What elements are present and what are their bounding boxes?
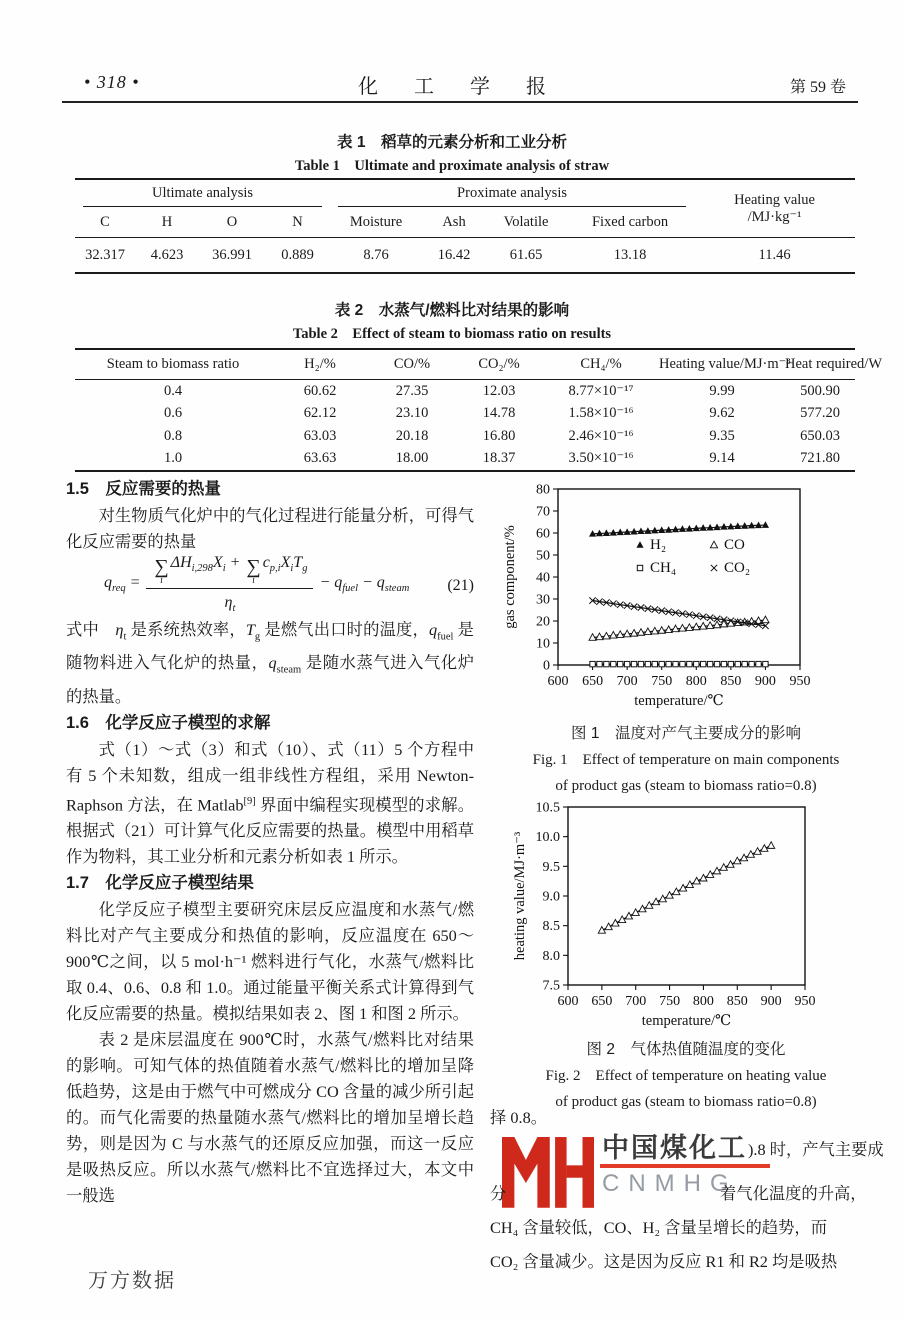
svg-text:800: 800 bbox=[692, 994, 714, 1009]
table2-header-row: Steam to biomass ratio H₂/% CO/% CO₂/% CH₄/% Heating value/MJ·m⁻³ Heat required/W bbox=[75, 349, 855, 380]
page-number: • 318 • bbox=[84, 72, 140, 92]
svg-text:900: 900 bbox=[754, 674, 776, 689]
table2-row: 1.0 63.63 18.00 18.37 3.50×10⁻¹⁶ 9.14 721.80 bbox=[163, 450, 840, 467]
equation-numerator: ∑ i $\Delta H_{i,298}X_i$ + ∑ i $c_{p,i}X_iT_g$ bbox=[154, 553, 308, 586]
svg-text:850: 850 bbox=[726, 994, 748, 1009]
figure1-caption-en2: of product gas (steam to biomass ratio=0.8) bbox=[555, 778, 817, 794]
svg-text:40: 40 bbox=[536, 570, 550, 586]
svg-text:800: 800 bbox=[685, 674, 707, 689]
text-line: 着气化温度的升高， bbox=[720, 1184, 867, 1203]
svg-text:70: 70 bbox=[536, 504, 550, 520]
watermark-text-en: CNMHG bbox=[602, 1170, 738, 1197]
figure1-caption-en1: Fig. 1 Effect of temperature on main components bbox=[532, 752, 840, 768]
svg-text:H₂: H₂ bbox=[650, 537, 667, 553]
table1-data-row: 32.317 4.623 36.991 0.889 8.76 16.42 61.65 13.18 11.46 bbox=[85, 246, 791, 263]
figure1-caption-zh: 图 1 温度对产气主要成分的影响 bbox=[571, 725, 801, 742]
watermark-text-zh: 中国煤化工 bbox=[602, 1133, 747, 1163]
svg-text:900: 900 bbox=[760, 994, 782, 1009]
table2-row: 0.6 62.12 23.10 14.78 1.58×10⁻¹⁶ 9.62 577.20 bbox=[163, 405, 840, 422]
left-column bbox=[66, 476, 474, 1209]
equation-fraction bbox=[146, 550, 313, 622]
table2-row: 0.8 63.03 20.18 16.80 2.46×10⁻¹⁶ 9.35 650.03 bbox=[163, 427, 840, 444]
table2-title-zh: 表 2 水蒸气/燃料比对结果的影响 bbox=[334, 302, 570, 319]
svg-text:gas component/%: gas component/% bbox=[502, 525, 518, 629]
table2 bbox=[75, 348, 883, 472]
text-line: ).8 时，产气主要成 bbox=[748, 1140, 884, 1159]
svg-text:heating value/MJ·m⁻³: heating value/MJ·m⁻³ bbox=[512, 831, 528, 961]
watermark-underline bbox=[600, 1164, 770, 1168]
figure2-caption-zh: 图 2 气体热值随温度的变化 bbox=[586, 1041, 786, 1058]
svg-text:temperature/℃: temperature/℃ bbox=[634, 693, 724, 709]
svg-text:8.0: 8.0 bbox=[542, 948, 560, 964]
figure2-chart bbox=[490, 795, 882, 1045]
table1-group-row bbox=[75, 179, 855, 207]
table2-row: 0.4 60.62 27.35 12.03 8.77×10⁻¹⁷ 9.99 500.90 bbox=[163, 382, 840, 399]
section-1-6-paragraph: 式（1）～式（3）和式（10）、式（11）5 个方程中有 5 个未知数，组成一组非线性方程组，采用 Newton-Raphson 方法，在 Matlab[9] 界面中编程实现模型的求解。根据式（21）可计算气化反应需要的热量。模型中用稻草作为物料，其工业分析和元素分析如表 1 所示。 bbox=[66, 739, 475, 866]
text-line: 分 bbox=[490, 1184, 507, 1203]
text-line: CH₄ 含量较低，CO、H₂ 含量呈增长的趋势，而 bbox=[490, 1218, 827, 1237]
svg-text:850: 850 bbox=[720, 674, 742, 689]
svg-text:temperature/℃: temperature/℃ bbox=[641, 1013, 732, 1029]
svg-text:20: 20 bbox=[536, 614, 550, 630]
section-1-5-explanation: 式中 $\eta_t$ 是系统热效率，$T_g$ 是燃气出口时的温度，$q_{fuel}$ 是随物料进入气化炉的热量，$q_{steam}$ 是随水蒸气进入气化炉的热量。 bbox=[66, 620, 474, 706]
svg-text:CO₂: CO₂ bbox=[724, 560, 751, 576]
equation-lhs: $q_{req}$ = bbox=[104, 573, 141, 595]
svg-text:700: 700 bbox=[625, 994, 647, 1009]
equation-number: (21) bbox=[447, 577, 474, 594]
svg-text:8.5: 8.5 bbox=[542, 919, 560, 935]
table1-group-proximate: Proximate analysis bbox=[330, 179, 694, 207]
table1-title-zh: 表 1 稻草的元素分析和工业分析 bbox=[337, 134, 567, 151]
svg-text:80: 80 bbox=[536, 482, 550, 498]
svg-text:600: 600 bbox=[547, 674, 569, 689]
svg-text:750: 750 bbox=[659, 994, 681, 1009]
figure1-caption bbox=[490, 721, 882, 799]
svg-text:9.0: 9.0 bbox=[542, 889, 560, 905]
equation-denominator: $\eta_t$ bbox=[146, 588, 313, 622]
svg-text:7.5: 7.5 bbox=[542, 978, 560, 994]
equation-21 bbox=[66, 555, 474, 617]
svg-text:950: 950 bbox=[789, 674, 811, 689]
section-1-5-paragraph: 对生物质气化炉中的气化过程进行能量分析，可得气化反应需要的热量 bbox=[66, 506, 474, 551]
svg-text:600: 600 bbox=[557, 994, 579, 1009]
wanfang-data-brand: 万方数据 bbox=[88, 1270, 176, 1292]
figure2-caption-en1: Fig. 2 Effect of temperature on heating value bbox=[545, 1068, 827, 1084]
svg-text:650: 650 bbox=[591, 994, 613, 1009]
svg-text:10.0: 10.0 bbox=[535, 830, 560, 846]
svg-text:0: 0 bbox=[543, 658, 550, 674]
svg-text:750: 750 bbox=[651, 674, 673, 689]
svg-text:950: 950 bbox=[794, 994, 816, 1009]
svg-text:30: 30 bbox=[536, 592, 550, 608]
table1 bbox=[75, 178, 855, 274]
equation-tail: − $q_{fuel} - q_{steam}$ bbox=[319, 573, 410, 595]
text-line: CO₂ 含量减少。这是因为反应 R1 和 R2 均是吸热 bbox=[490, 1252, 838, 1271]
svg-text:9.5: 9.5 bbox=[542, 859, 560, 875]
bottom-right-block bbox=[490, 1104, 894, 1274]
svg-text:650: 650 bbox=[582, 674, 604, 689]
table1-heating-header: Heating value /MJ·kg⁻¹ bbox=[694, 179, 855, 238]
section-1-6-title: 1.6 化学反应子模型的求解 bbox=[66, 713, 271, 732]
table2-title-en: Table 2 Effect of steam to biomass ratio on results bbox=[292, 326, 612, 342]
text-line: 择 0.8。 bbox=[490, 1108, 547, 1127]
svg-text:CO: CO bbox=[724, 537, 745, 553]
table1-subheader-row: C H O N Moisture Ash Volatile Fixed carbon bbox=[75, 207, 855, 238]
journal-title: 化工学报 bbox=[358, 76, 582, 98]
table1-group-ultimate: Ultimate analysis bbox=[75, 179, 330, 207]
svg-text:10: 10 bbox=[536, 636, 550, 652]
svg-text:50: 50 bbox=[536, 548, 550, 564]
volume-label: 第 59 卷 bbox=[789, 79, 846, 96]
section-1-7-paragraph-1: 化学反应子模型主要研究床层反应温度和水蒸气/燃料比对产气主要成分和热值的影响，反应温度在 650～900℃之间，以 5 mol·h⁻¹ 燃料进行气化，水蒸气/燃料比取 0.4、0.6、0.8 和 1.0。通过能量平衡关系式计算得到气化反应需要的热量。模拟结果如表 2、图 1 和图 2 所示。 bbox=[66, 899, 474, 1023]
header-rule bbox=[62, 101, 858, 103]
figure1-chart bbox=[490, 477, 882, 719]
table1-title-en: Table 1 Ultimate and proximate analysis of straw bbox=[294, 158, 610, 174]
svg-text:CH₄: CH₄ bbox=[650, 560, 677, 576]
section-1-7-title: 1.7 化学反应子模型结果 bbox=[66, 873, 254, 892]
coal-chem-logo bbox=[502, 1128, 594, 1208]
svg-text:10.5: 10.5 bbox=[535, 800, 560, 816]
section-1-5-title: 1.5 反应需要的热量 bbox=[66, 480, 221, 498]
section-1-7-paragraph-2: 表 2 是床层温度在 900℃时，水蒸气/燃料比对结果的影响。可知气体的热值随着水蒸气/燃料比的增加呈降低趋势，这是由于燃气中可燃成分 CO 含量的减少所引起的。而气化需要的热量随水蒸气/燃料比的增加呈增长趋势，则是因为 C 与水蒸气的还原反应加强，而这一反应是吸热反应。所以水蒸气/燃料比不宜选择过大，本文中一般选 bbox=[66, 1029, 474, 1205]
svg-text:700: 700 bbox=[616, 674, 638, 689]
figure2-caption-en2: of product gas (steam to biomass ratio=0.8) bbox=[555, 1094, 817, 1110]
svg-text:60: 60 bbox=[536, 526, 550, 542]
